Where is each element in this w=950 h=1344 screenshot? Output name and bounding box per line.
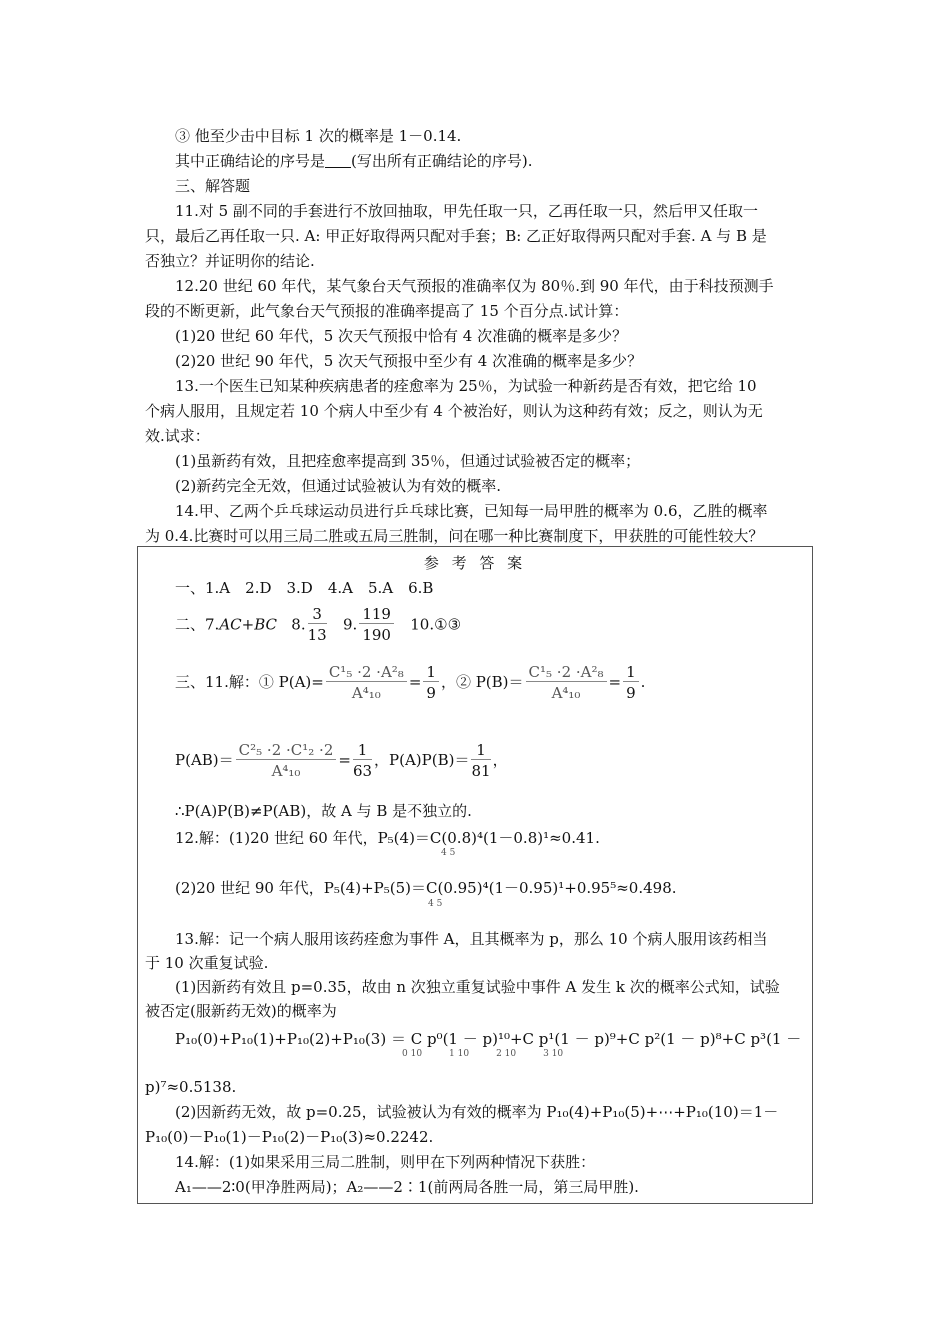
pab-result-den: 63 — [352, 761, 373, 780]
pb-result-den: 9 — [626, 683, 636, 702]
pab-label: P(AB)＝ — [175, 751, 234, 769]
answer-13-q2-line-2: P₁₀(0)－P₁₀(1)－P₁₀(2)－P₁₀(3)≈0.2242. — [145, 1128, 434, 1146]
problem-13-question-2: (2)新药完全无效，但通过试验被认为有效的概率. — [175, 477, 502, 495]
problem-12-question-2: (2)20 世纪 90 年代，5 次天气预报中至少有 4 次准确的概率是多少？ — [175, 352, 643, 370]
problem-14-line-2: 为 0.4.比赛时可以用三局二胜或五局三胜制，问在哪一种比赛制度下，甲获胜的可能性较大？ — [145, 527, 764, 545]
answer-11-label: 三、11.解：① P(A)= — [175, 673, 324, 691]
answer-11-line-2 — [175, 738, 810, 782]
pb-numerator: C¹₅ ·2 ·A²₈ — [526, 663, 607, 682]
answer-12-part-2-index: 4 5 — [428, 899, 443, 909]
answer-7: AC+BC — [219, 615, 277, 634]
problem-item-3: ③ 他至少击中目标 1 次的概率是 1－0.14. — [175, 127, 462, 145]
pab-result-num: 1 — [353, 741, 372, 760]
period: . — [640, 673, 646, 691]
pa-numerator: C¹₅ ·2 ·A²₈ — [326, 663, 407, 682]
problem-13-question-1: (1)虽新药有效，且把痊愈率提高到 35％，但通过试验被否定的概率； — [175, 452, 641, 470]
answer-8-label: 8. — [291, 615, 306, 634]
answer-13-line-2: 于 10 次重复试验. — [145, 954, 269, 972]
problem-13-line-3: 效.试求： — [145, 427, 210, 445]
equals-sign-3: = — [338, 751, 351, 769]
answer-14-line-2: A₁——2∶0(甲净胜两局)；A₂——2∶1(前两局各胜一局，第三局甲胜). — [175, 1178, 639, 1196]
pa-denominator: A⁴₁₀ — [351, 683, 381, 702]
problem-13-line-2: 个病人服用，且规定若 10 个病人中至少有 4 个被治好，则认为这种药有效；反之，则认为无 — [145, 402, 763, 420]
answer-13-q1-line-1: (1)因新药有效且 p=0.35，故由 n 次独立重复试验中事件 A 发生 k 次的概率公式知，试验 — [175, 978, 780, 996]
pb-result — [623, 663, 639, 704]
answer-11-line-1 — [175, 660, 810, 704]
papb-result-den: 81 — [471, 761, 491, 780]
answer-9-denominator: 190 — [362, 626, 391, 644]
answer-12-part-1-text: 12.解：(1)20 世纪 60 年代，P₅(4)＝C(0.8)⁴(1－0.8)¹≈0.41. — [175, 829, 600, 847]
fill-in-prompt — [175, 149, 810, 173]
equals-sign-2: = — [608, 673, 622, 691]
pa-fraction — [326, 663, 407, 704]
papb-result — [471, 741, 490, 782]
answer-part-1: 一、1.A 2.D 3.D 4.A 5.A 6.B — [175, 579, 434, 597]
section-heading: 三、解答题 — [175, 177, 251, 195]
answer-12-part-2 — [175, 876, 810, 900]
pb-result-num: 1 — [623, 663, 639, 682]
problem-12-line-2: 段的不断更新，此气象台天气预报的准确率提高了 15 个百分点.试计算： — [145, 302, 629, 320]
fill-in-prompt-tail: (写出所有正确结论的序号). — [351, 152, 533, 170]
problem-11-line-3: 否独立？并证明你的结论. — [145, 252, 315, 270]
answer-9-numerator: 119 — [359, 605, 394, 624]
answer-13-q2-line-1: (2)因新药无效，故 p=0.25，试验被认为有效的概率为 P₁₀(4)+P₁₀(5)+⋯+P₁₀(10)＝1－ — [175, 1103, 779, 1121]
papb-result-num: 1 — [471, 741, 490, 760]
problem-13-line-1: 13.一个医生已知某种疾病患者的痊愈率为 25％，为试验一种新药是否有效，把它给 10 — [175, 377, 757, 395]
papb-label: ，P(A)P(B)＝ — [374, 751, 470, 769]
answer-13-q1-formula: P₁₀(0)+P₁₀(1)+P₁₀(2)+P₁₀(3) ＝ C p⁰(1 － p)¹⁰+C p¹(1 － p)⁹+C p²(1 － p)⁸+C p³(1 － — [175, 1030, 802, 1048]
pb-denominator: A⁴₁₀ — [551, 683, 581, 702]
comma: ， — [492, 751, 508, 769]
answer-box-title: 参 考 答 案 — [423, 554, 527, 572]
answer-8-numerator: 3 — [308, 605, 327, 624]
answer-10: 10.①③ — [410, 615, 462, 634]
pa-result-num: 1 — [423, 663, 439, 682]
pa-result-den: 9 — [426, 683, 436, 702]
answer-8-fraction — [308, 605, 327, 646]
answer-11-conclusion: ∴P(A)P(B)≠P(AB)，故 A 与 B 是不独立的. — [175, 802, 472, 820]
fill-in-prompt-text: 其中正确结论的序号是 — [175, 152, 326, 170]
problem-11-line-2: 只，最后乙再任取一只. A: 甲正好取得两只配对手套；B: 乙正好取得两只配对手套. A 与 B 是 — [145, 227, 767, 245]
pab-numerator: C²₅ ·2 ·C¹₂ ·2 — [236, 741, 337, 760]
answer-13-line-1: 13.解：记一个病人服用该药痊愈为事件 A，且其概率为 p，那么 10 个病人服用该药相当 — [175, 930, 768, 948]
problem-12-line-1: 12.20 世纪 60 年代，某气象台天气预报的准确率仅为 80％.到 90 年代，由于科技预测手 — [175, 277, 774, 295]
answer-13-q1-line-2: 被否定(服新药无效)的概率为 — [145, 1002, 337, 1020]
answer-part-2 — [175, 605, 810, 646]
pab-result — [353, 741, 372, 782]
pa-result — [423, 663, 439, 704]
pb-label: ，② P(B)＝ — [440, 673, 524, 691]
answer-8-denominator: 13 — [307, 626, 327, 644]
equals-sign: = — [408, 673, 422, 691]
answer-13-q1-indices: 0 10 1 10 2 10 3 10 — [402, 1049, 564, 1059]
problem-12-question-1: (1)20 世纪 60 年代，5 次天气预报中恰有 4 次准确的概率是多少？ — [175, 327, 628, 345]
answer-13-q1-formula-end: p)⁷≈0.5138. — [145, 1078, 237, 1096]
answer-12-part-1-index: 4 5 — [441, 848, 456, 858]
answer-14-line-1: 14.解：(1)如果采用三局二胜制，则甲在下列两种情况下获胜： — [175, 1153, 596, 1171]
answer-7-label: 二、7. — [175, 615, 220, 634]
problem-11-line-1: 11.对 5 副不同的手套进行不放回抽取，甲先任取一只，乙再任取一只，然后甲又任取一 — [175, 202, 758, 220]
answer-12-part-2-text: (2)20 世纪 90 年代，P₅(4)+P₅(5)＝C(0.95)⁴(1－0.95)¹+0.95⁵≈0.498. — [175, 879, 677, 897]
answer-blank — [325, 153, 351, 168]
pb-fraction — [526, 663, 607, 704]
answer-9-label: 9. — [343, 615, 358, 634]
answer-9-fraction — [359, 605, 394, 646]
pab-denominator: A⁴₁₀ — [271, 761, 301, 780]
pab-fraction — [236, 741, 337, 782]
problem-14-line-1: 14.甲、乙两个乒乓球运动员进行乒乓球比赛，已知每一局甲胜的概率为 0.6，乙胜的概率 — [175, 502, 768, 520]
